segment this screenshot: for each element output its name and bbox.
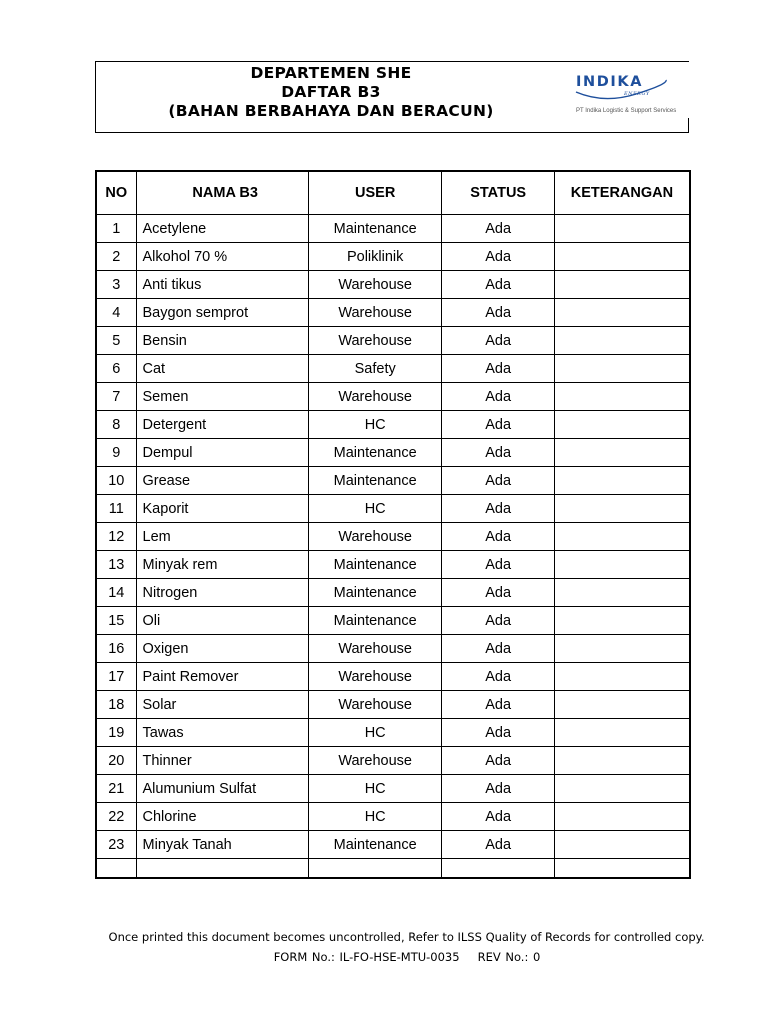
cell-keterangan (554, 299, 690, 327)
col-header-no: NO (96, 171, 136, 215)
table-row (96, 355, 690, 383)
cell-name: Alumunium Sulfat (136, 775, 308, 803)
table-row (96, 859, 690, 879)
list-subtitle: (BAHAN BERBAHAYA DAN BERACUN) (168, 102, 494, 120)
cell-no: 15 (96, 607, 136, 635)
cell-keterangan (554, 803, 690, 831)
cell-name: Grease (136, 467, 308, 495)
cell-keterangan (554, 495, 690, 523)
cell-no: 9 (96, 439, 136, 467)
cell-status: Ada (442, 691, 554, 719)
cell-no: 2 (96, 243, 136, 271)
cell-name: Detergent (136, 411, 308, 439)
table-row (96, 803, 690, 831)
cell-user (308, 859, 442, 879)
cell-user: HC (308, 719, 442, 747)
cell-status: Ada (442, 747, 554, 775)
cell-name: Oli (136, 607, 308, 635)
cell-status: Ada (442, 355, 554, 383)
table-row (96, 439, 690, 467)
cell-keterangan (554, 551, 690, 579)
cell-status: Ada (442, 383, 554, 411)
cell-name: Chlorine (136, 803, 308, 831)
cell-status: Ada (442, 579, 554, 607)
cell-user: Warehouse (308, 523, 442, 551)
cell-user: Warehouse (308, 635, 442, 663)
cell-keterangan (554, 719, 690, 747)
cell-name: Thinner (136, 747, 308, 775)
cell-no: 8 (96, 411, 136, 439)
cell-no: 10 (96, 467, 136, 495)
logo-caption: PT Indika Logistic & Support Services (576, 108, 677, 114)
cell-user: HC (308, 495, 442, 523)
cell-name: Tawas (136, 719, 308, 747)
cell-status: Ada (442, 271, 554, 299)
cell-no: 4 (96, 299, 136, 327)
cell-name: Minyak rem (136, 551, 308, 579)
cell-keterangan (554, 831, 690, 859)
cell-keterangan (554, 775, 690, 803)
table-row (96, 467, 690, 495)
cell-keterangan (554, 271, 690, 299)
cell-name: Minyak Tanah (136, 831, 308, 859)
document-header (95, 61, 689, 133)
cell-user: Maintenance (308, 439, 442, 467)
cell-status: Ada (442, 523, 554, 551)
cell-no: 23 (96, 831, 136, 859)
cell-status: Ada (442, 299, 554, 327)
cell-status: Ada (442, 243, 554, 271)
table-row (96, 495, 690, 523)
cell-keterangan (554, 439, 690, 467)
cell-status: Ada (442, 607, 554, 635)
company-logo (574, 70, 686, 130)
cell-status: Ada (442, 719, 554, 747)
table-row (96, 691, 690, 719)
cell-no: 21 (96, 775, 136, 803)
cell-name: Oxigen (136, 635, 308, 663)
table-row (96, 663, 690, 691)
cell-no: 1 (96, 215, 136, 243)
cell-name: Baygon semprot (136, 299, 308, 327)
cell-user: Maintenance (308, 831, 442, 859)
cell-name: Paint Remover (136, 663, 308, 691)
cell-status (442, 859, 554, 879)
table-row (96, 299, 690, 327)
cell-user: Warehouse (308, 299, 442, 327)
cell-name: Dempul (136, 439, 308, 467)
logo-subtext: ENERGY (624, 91, 650, 97)
cell-no: 3 (96, 271, 136, 299)
col-header-keterangan: KETERANGAN (554, 171, 690, 215)
table-row (96, 747, 690, 775)
cell-user: HC (308, 803, 442, 831)
cell-status: Ada (442, 327, 554, 355)
col-header-user: USER (308, 171, 442, 215)
cell-name: Semen (136, 383, 308, 411)
cell-no: 5 (96, 327, 136, 355)
cell-user: Warehouse (308, 327, 442, 355)
table-row (96, 411, 690, 439)
cell-name: Anti tikus (136, 271, 308, 299)
cell-name: Solar (136, 691, 308, 719)
cell-name (136, 859, 308, 879)
cell-user: Warehouse (308, 271, 442, 299)
cell-status: Ada (442, 551, 554, 579)
cell-status: Ada (442, 775, 554, 803)
cell-user: Poliklinik (308, 243, 442, 271)
col-header-status: STATUS (442, 171, 554, 215)
cell-status: Ada (442, 635, 554, 663)
table-row (96, 327, 690, 355)
cell-keterangan (554, 691, 690, 719)
cell-name: Kaporit (136, 495, 308, 523)
cell-user: Maintenance (308, 579, 442, 607)
revision-number: REV No.: 0 (477, 950, 541, 964)
cell-keterangan (554, 383, 690, 411)
cell-no: 19 (96, 719, 136, 747)
form-number: FORM No.: IL-FO-HSE-MTU-0035 (273, 950, 460, 964)
cell-user: HC (308, 411, 442, 439)
cell-name: Cat (136, 355, 308, 383)
department-title: DEPARTEMEN SHE (250, 64, 412, 82)
cell-keterangan (554, 747, 690, 775)
cell-keterangan (554, 355, 690, 383)
cell-user: Warehouse (308, 383, 442, 411)
cell-user: Warehouse (308, 691, 442, 719)
cell-user: Warehouse (308, 663, 442, 691)
table-row (96, 523, 690, 551)
cell-keterangan (554, 663, 690, 691)
cell-no: 17 (96, 663, 136, 691)
cell-status: Ada (442, 495, 554, 523)
cell-no: 12 (96, 523, 136, 551)
cell-no: 7 (96, 383, 136, 411)
cell-status: Ada (442, 411, 554, 439)
cell-name: Alkohol 70 % (136, 243, 308, 271)
list-title: DAFTAR B3 (281, 83, 381, 101)
cell-name: Acetylene (136, 215, 308, 243)
table-row (96, 775, 690, 803)
cell-status: Ada (442, 803, 554, 831)
table-row (96, 243, 690, 271)
table-row (96, 831, 690, 859)
cell-no: 22 (96, 803, 136, 831)
cell-no: 11 (96, 495, 136, 523)
cell-keterangan (554, 215, 690, 243)
b3-table (95, 170, 691, 879)
cell-user: Maintenance (308, 551, 442, 579)
table-row (96, 551, 690, 579)
cell-keterangan (554, 327, 690, 355)
cell-keterangan (554, 411, 690, 439)
table-row (96, 271, 690, 299)
form-info (0, 950, 768, 964)
cell-status: Ada (442, 663, 554, 691)
cell-no: 14 (96, 579, 136, 607)
cell-name: Lem (136, 523, 308, 551)
cell-keterangan (554, 859, 690, 879)
cell-keterangan (554, 579, 690, 607)
cell-no: 18 (96, 691, 136, 719)
cell-keterangan (554, 243, 690, 271)
cell-keterangan (554, 523, 690, 551)
cell-user: Maintenance (308, 607, 442, 635)
table-row (96, 719, 690, 747)
cell-keterangan (554, 607, 690, 635)
cell-no (96, 859, 136, 879)
cell-name: Bensin (136, 327, 308, 355)
logo-wordmark: INDIKA (576, 74, 644, 90)
cell-keterangan (554, 635, 690, 663)
cell-no: 13 (96, 551, 136, 579)
cell-status: Ada (442, 215, 554, 243)
table-header-row (96, 171, 690, 215)
cell-no: 20 (96, 747, 136, 775)
table-row (96, 607, 690, 635)
table-row (96, 215, 690, 243)
cell-user: Warehouse (308, 747, 442, 775)
cell-user: Maintenance (308, 215, 442, 243)
table-row (96, 383, 690, 411)
cell-user: Safety (308, 355, 442, 383)
col-header-name: NAMA B3 (136, 171, 308, 215)
cell-no: 16 (96, 635, 136, 663)
cell-user: HC (308, 775, 442, 803)
cell-status: Ada (442, 439, 554, 467)
cell-keterangan (554, 467, 690, 495)
cell-no: 6 (96, 355, 136, 383)
cell-name: Nitrogen (136, 579, 308, 607)
cell-status: Ada (442, 467, 554, 495)
table-row (96, 579, 690, 607)
cell-user: Maintenance (308, 467, 442, 495)
table-row (96, 635, 690, 663)
cell-status: Ada (442, 831, 554, 859)
uncontrolled-notice: Once printed this document becomes uncontrolled, Refer to ILSS Quality of Records for controlled copy. (108, 930, 705, 944)
